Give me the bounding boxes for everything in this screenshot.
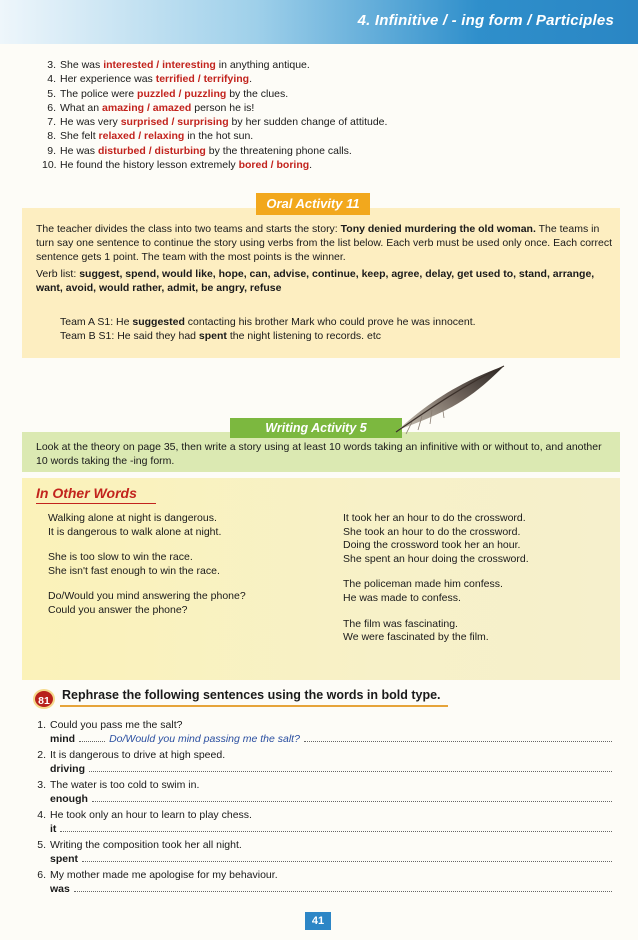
keyword: enough xyxy=(50,793,88,805)
keyword: mind xyxy=(50,733,76,745)
word-choice: interested / interesting xyxy=(103,59,216,71)
answer-line[interactable] xyxy=(32,852,612,866)
exercise-item xyxy=(32,748,612,776)
paraphrase-group: She is too slow to win the race. She isn't fast enough to win the race. xyxy=(48,551,220,577)
answer-line[interactable] xyxy=(32,792,612,806)
oral-instructions: The teacher divides the class into two teams and starts the story: Tony denied murdering the old woman. The teams in turn say one sentence to continue the story using verbs from the list below. Each verb must be used only once. Each correct sentence gets 1 point. The team with the most points is the winner. xyxy=(36,223,613,263)
item-number: 5. xyxy=(47,87,56,100)
paraphrase-group: The policeman made him confess. He was made to confess. xyxy=(343,578,503,604)
answer-text: Do/Would you mind passing me the salt? xyxy=(109,733,300,745)
exercise-item xyxy=(32,838,612,866)
list-item xyxy=(42,58,602,72)
list-item xyxy=(42,144,602,158)
item-number: 10. xyxy=(42,159,57,172)
item-text: He was disturbed / disturbing by the threatening phone calls. xyxy=(60,144,352,157)
in-other-words-left xyxy=(48,512,318,630)
in-other-words-title: In Other Words xyxy=(36,485,137,501)
paraphrase-group: Do/Would you mind answering the phone? Could you answer the phone? xyxy=(48,590,246,616)
exercise-number-badge: 81 xyxy=(33,689,55,709)
list-item xyxy=(42,87,602,101)
paraphrase-group: Walking alone at night is dangerous. It is dangerous to walk alone at night. xyxy=(48,512,222,538)
exercise-item xyxy=(32,868,612,896)
answer-line[interactable] xyxy=(32,762,612,776)
verbs: suggest, spend, would like, hope, can, advise, continue, keep, agree, delay, get used to, stand, arrange, want, avoid, would rather, admit, be angry, refuse xyxy=(36,268,595,294)
exercise-question: 5. Writing the composition took her all night. xyxy=(37,839,242,851)
item-number: 6. xyxy=(47,101,56,114)
exercise-question: 6. My mother made me apologise for my behaviour. xyxy=(37,869,278,881)
exercise-item xyxy=(32,778,612,806)
answer-line[interactable] xyxy=(32,822,612,836)
item-text: What an amazing / amazed person he is! xyxy=(60,101,255,114)
team-examples xyxy=(60,315,600,343)
answer-line[interactable] xyxy=(32,882,612,896)
word-choice: amazing / amazed xyxy=(102,101,192,114)
list-item xyxy=(42,101,602,115)
item-text: He found the history lesson extremely bored / boring. xyxy=(60,159,313,172)
oral-activity-text xyxy=(36,222,616,298)
writing-activity-title: Writing Activity 5 xyxy=(230,418,402,438)
word-choice: terrified / terrifying xyxy=(155,73,250,86)
page-number: 41 xyxy=(305,912,331,930)
keyword: spent xyxy=(50,853,79,865)
exercise-title: Rephrase the following sentences using the words in bold type. xyxy=(62,688,441,702)
answer-line[interactable] xyxy=(32,732,612,746)
item-text: He was very surprised / surprising by her sudden change of attitude. xyxy=(60,116,388,129)
list-item xyxy=(42,129,602,143)
item-number: 3. xyxy=(47,59,56,71)
team-b-line: Team B S1: He said they had spent the night listening to records. etc xyxy=(60,330,382,342)
item-number: 7. xyxy=(47,116,56,129)
keyword: was xyxy=(50,883,70,895)
item-text: The police were puzzled / puzzling by the clues. xyxy=(60,87,289,100)
exercise-question: 3. The water is too cold to swim in. xyxy=(37,779,200,791)
oral-activity-title: Oral Activity 11 xyxy=(256,193,370,215)
page-header-title: 4. Infinitive / - ing form / Participles xyxy=(357,12,614,29)
exercise-question: 2. It is dangerous to drive at high speed. xyxy=(37,749,226,761)
exercise-item xyxy=(32,718,612,746)
exercise-list xyxy=(32,718,612,898)
exercise-item xyxy=(32,808,612,836)
item-text: She felt relaxed / relaxing in the hot sun. xyxy=(60,130,254,143)
word-choice: surprised / surprising xyxy=(120,116,229,129)
paraphrase-group: It took her an hour to do the crossword. She took an hour to do the crossword. Doing the crossword took her an hour. She spent an hour doing the crossword. xyxy=(343,512,529,565)
keyword: driving xyxy=(50,763,86,775)
word-choice: bored / boring xyxy=(238,159,310,172)
feather-icon xyxy=(392,360,512,436)
item-text: She was interested / interesting in anything antique. xyxy=(60,59,310,71)
exercise-question: 4. He took only an hour to learn to play chess. xyxy=(37,809,252,821)
list-item xyxy=(42,158,602,172)
item-text: Her experience was terrified / terrifying. xyxy=(60,73,252,86)
in-other-words-right xyxy=(343,512,608,657)
keyword: it xyxy=(50,823,57,835)
title-underline xyxy=(36,503,156,504)
story-start: Tony denied murdering the old woman. xyxy=(340,223,536,235)
word-choice: disturbed / disturbing xyxy=(97,144,206,157)
writing-activity-text: Look at the theory on page 35, then write a story using at least 10 words taking an infinitive with or without to, and another 10 words taking the -ing form. xyxy=(36,441,602,467)
exercise-question: 1. Could you pass me the salt? xyxy=(37,719,183,731)
list-item xyxy=(42,115,602,129)
item-number: 9. xyxy=(47,144,56,157)
item-number: 4. xyxy=(47,73,56,86)
verb-list: Verb list: suggest, spend, would like, hope, can, advise, continue, keep, agree, delay, get used to, stand, arrange, want, avoid, would rather, admit, be angry, refuse xyxy=(36,268,595,294)
word-choice: relaxed / relaxing xyxy=(98,130,185,143)
word-choice: puzzled / puzzling xyxy=(137,87,227,100)
exercise-title-underline xyxy=(60,705,448,707)
team-a-line: Team A S1: He suggested contacting his brother Mark who could prove he was innocent. xyxy=(60,316,476,328)
item-number: 8. xyxy=(47,130,56,143)
paraphrase-group: The film was fascinating. We were fascinated by the film. xyxy=(343,617,489,644)
list-item xyxy=(42,72,602,86)
sentence-list xyxy=(42,58,602,172)
